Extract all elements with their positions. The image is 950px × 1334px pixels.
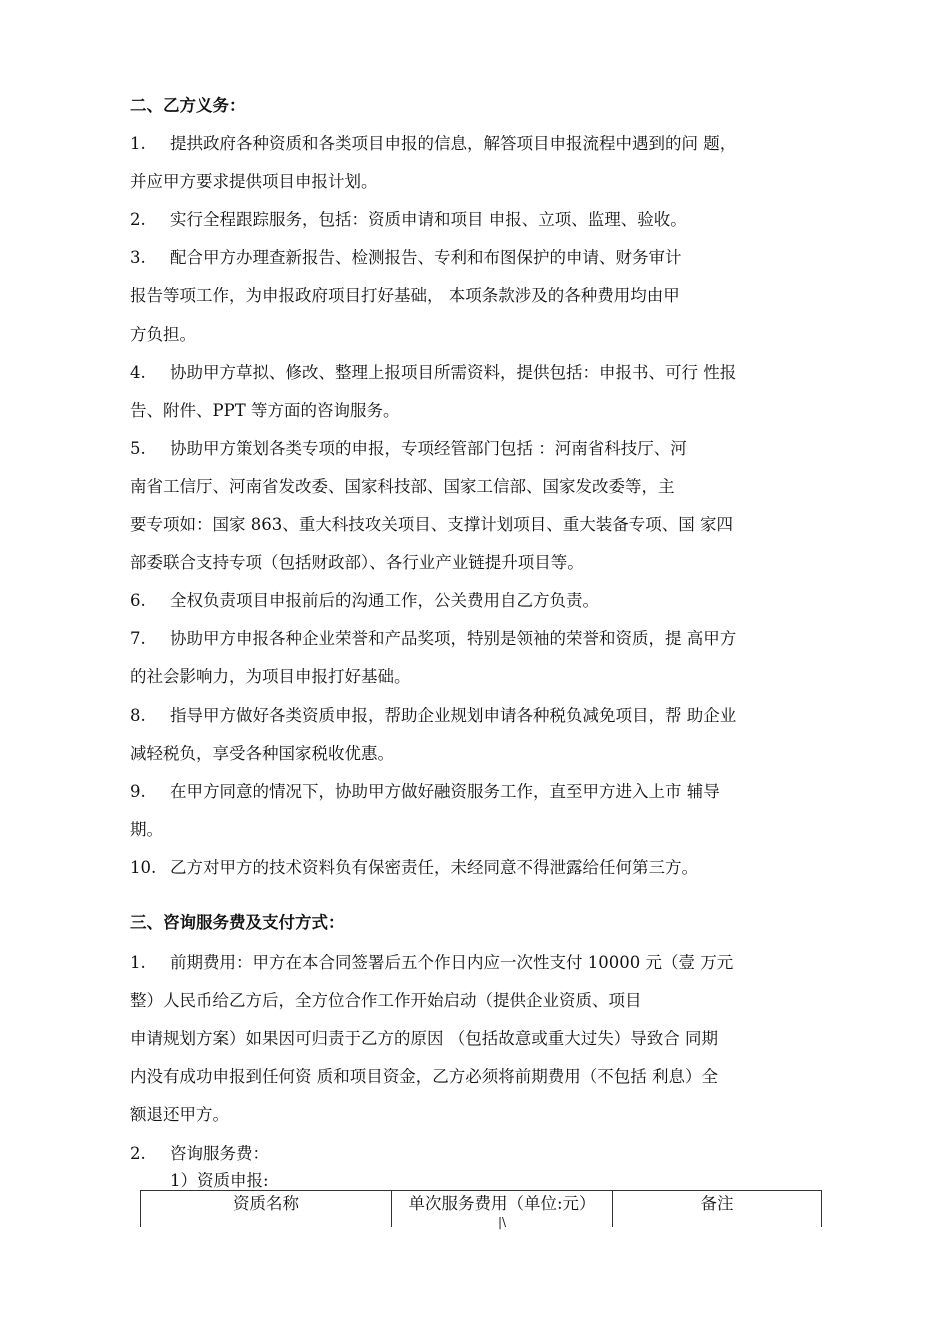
item-text: 乙方对甲方的技术资料负有保密责任，未经同意不得泄露给任何第三方。 (170, 857, 698, 877)
text-line (130, 363, 736, 383)
table-header-note: 备注 (700, 1194, 734, 1213)
item-text: 告、附件、PPT 等方面的咨询服务。 (130, 400, 400, 420)
item-text: 实行全程跟踪服务，包括：资质申请和项目 申报、立项、监理、验收。 (170, 210, 687, 230)
text-line (130, 439, 687, 459)
text-line (130, 325, 196, 345)
item-text: 部委联合支持专项（包括财政部）、各行业产业链提升项目等。 (130, 553, 584, 573)
item-text: 提拱政府各种资质和各类项目申报的信息，解答项目申报流程中遇到的问 题， (170, 134, 737, 153)
text-line (130, 286, 680, 306)
fee-table (140, 1190, 822, 1227)
item-text: 报告等项工作，为申报政府项目打好基础， 本项条款涉及的各种费用均由甲 (130, 286, 680, 306)
item-text: 协助甲方申报各种企业荣誉和产品奖项，特别是领袖的荣誉和资质，提 高甲方 (170, 629, 737, 649)
item-text: 整）人民币给乙方后，全方位合作工作开始启动（提供企业资质、项目 (130, 991, 642, 1011)
item-number: 7. (130, 629, 146, 649)
text-line (130, 210, 687, 230)
item-text: 要专项如：国家 863、重大科技攻关项目、支撑计划项目、重大装备专项、国 家四 (130, 515, 733, 534)
text-line (130, 591, 599, 611)
text-line (130, 134, 736, 154)
text-line (130, 553, 584, 573)
item-text: 申请规划方案）如果因可归责于乙方的原因 （包括故意或重大过失）导致合 同期 (130, 1029, 718, 1049)
table-header-fee: 单次服务费用（单位:元） (392, 1191, 613, 1227)
text-line (130, 401, 399, 421)
section-2-heading: 二、乙方义务： (130, 96, 246, 115)
text-line (130, 991, 642, 1011)
item-number: 6. (130, 591, 146, 611)
text-line (130, 248, 682, 268)
text-line (130, 953, 733, 973)
table-header-name: 资质名称 (141, 1191, 392, 1227)
text-cursor: |\ (498, 1215, 507, 1229)
item-number: 10. (130, 857, 157, 877)
item-text: 全权负责项目申报前后的沟通工作，公关费用自乙方负责。 (170, 591, 599, 611)
item-text: 协助甲方草拟、修改、整理上报项目所需资料，提供包括：申报书、可行 性报 (170, 362, 737, 382)
item-text: 咨询服务费： (170, 1143, 269, 1163)
text-line (130, 1144, 269, 1164)
item-text: 额退还甲方。 (130, 1105, 229, 1125)
text-line (130, 172, 378, 192)
item-text: 南省工信厅、河南省发改委、国家科技部、国家工信部、国家发改委等，主 (130, 476, 675, 496)
item-number: 2. (130, 210, 146, 230)
sub-item-qualification: 1）资质申报: (170, 1171, 269, 1190)
text-line (130, 515, 733, 535)
text-line (130, 629, 736, 649)
section-3-heading: 三、咨询服务费及支付方式： (130, 913, 345, 932)
item-text: 配合甲方办理查新报告、检测报告、专利和布图保护的申请、财务审计 (170, 248, 682, 268)
item-text: 协助甲方策划各类专项的申报，专项经管部门包括 ：河南省科技厅、河 (170, 438, 687, 458)
item-text: 并应甲方要求提供项目申报计划。 (130, 172, 378, 192)
text-line (130, 820, 163, 840)
text-line (130, 782, 720, 802)
item-text: 在甲方同意的情况下，协助甲方做好融资服务工作，直至甲方进入上市 辅导 (170, 781, 720, 801)
text-line (130, 667, 411, 687)
text-line (130, 1105, 229, 1125)
item-text: 的社会影响力，为项目申报打好基础。 (130, 667, 411, 687)
text-line (130, 706, 736, 726)
item-number: 1. (130, 134, 146, 153)
item-number: 9. (130, 781, 146, 801)
item-text: 方负担。 (130, 324, 196, 344)
item-text: 减轻税负，享受各种国家税收优惠。 (130, 743, 394, 763)
item-text: 前期费用：甲方在本合同签署后五个作日内应一次性支付 10000 元（壹 万元 (170, 953, 734, 972)
text-line (130, 477, 675, 497)
item-text: 期。 (130, 819, 163, 839)
text-line (130, 858, 698, 878)
item-number: 8. (130, 705, 146, 725)
item-text: 指导甲方做好各类资质申报，帮助企业规划申请各种税负减免项目，帮 助企业 (170, 705, 737, 725)
item-number: 5. (130, 438, 146, 458)
item-number: 4. (130, 362, 146, 382)
item-number: 3. (130, 248, 146, 268)
item-number: 2. (130, 1143, 146, 1163)
text-line (130, 744, 394, 764)
text-line (130, 1067, 718, 1087)
item-number: 1. (130, 953, 146, 972)
item-text: 内没有成功申报到任何资 质和项目资金，乙方必须将前期费用（不包括 利息）全 (130, 1067, 718, 1087)
text-line (130, 1029, 718, 1049)
